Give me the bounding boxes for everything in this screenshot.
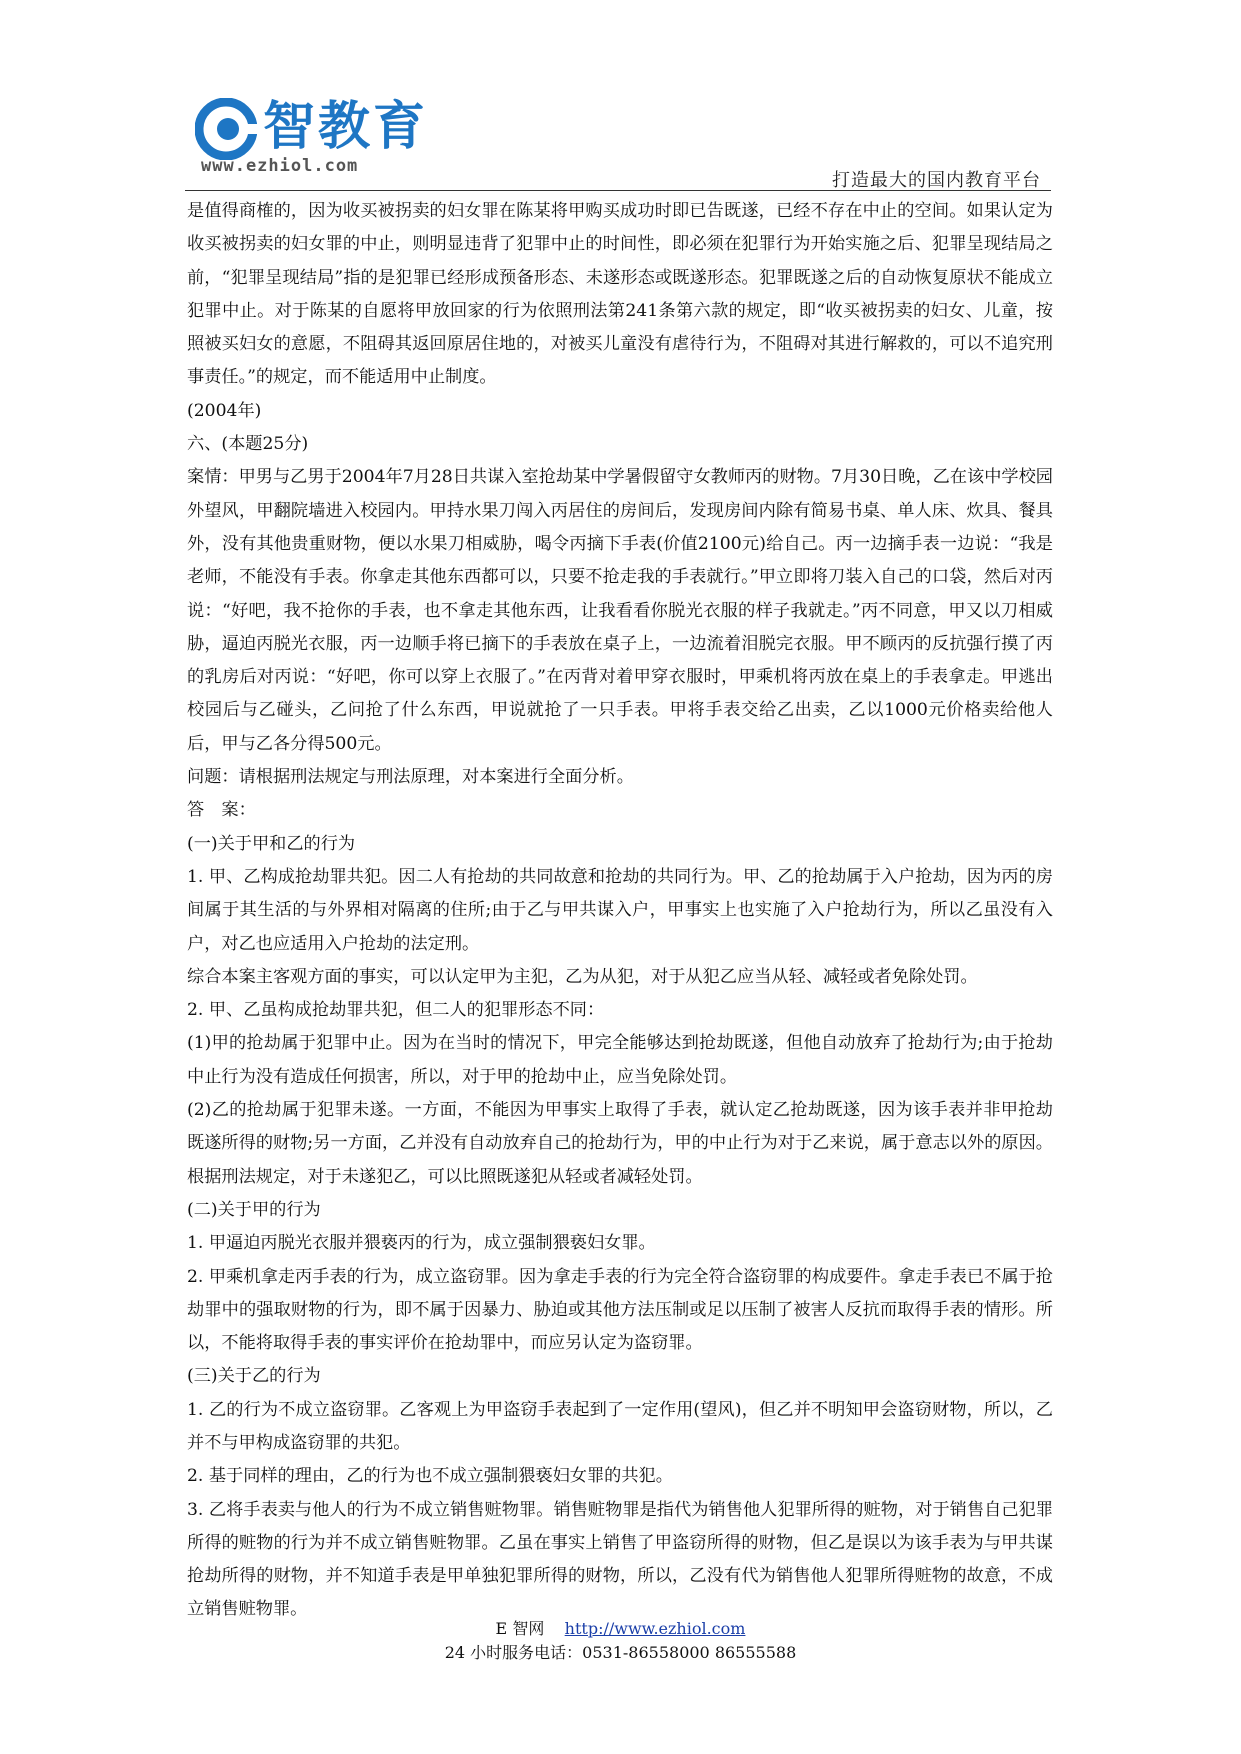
paragraph: (1)甲的抢劫属于犯罪中止。因为在当时的情况下，甲完全能够达到抢劫既遂，但他自动放弃了抢劫行为;由于抢劫中止行为没有造成任何损害，所以，对于甲的抢劫中止，应当免除处罚。 [187, 1033, 1053, 1087]
paragraph: 3. 乙将手表卖与他人的行为不成立销售赃物罪。销售赃物罪是指代为销售他人犯罪所得的赃物，对于销售自己犯罪所得的赃物的行为并不成立销售赃物罪。乙虽在事实上销售了甲盗窃所得的财物，但乙是误以为该手表为与甲共谋抢劫所得的财物，并不知道手表是甲单独犯罪所得的财物，所以，乙没有代为销售他人犯罪所得赃物的故意，不成立销售赃物罪。 [187, 1499, 1053, 1620]
paragraph: 2. 甲乘机拿走丙手表的行为，成立盗窃罪。因为拿走手表的行为完全符合盗窃罪的构成要件。拿走手表已不属于抢劫罪中的强取财物的行为，即不属于因暴力、胁迫或其他方法压制或足以压制了被害人反抗而取得手表的情形。所以，不能将取得手表的事实评价在抢劫罪中，而应另认定为盗窃罪。 [187, 1266, 1053, 1354]
footer-site-line [0, 1617, 1241, 1641]
header-divider [185, 190, 1051, 191]
paragraph: 案情：甲男与乙男于2004年7月28日共谋入室抢劫某中学暑假留守女教师丙的财物。7月30日晚，乙在该中学校园外望风，甲翻院墙进入校园内。甲持水果刀闯入丙居住的房间后，发现房间内除有简易书桌、单人床、炊具、餐具外，没有其他贵重财物，便以水果刀相威胁，喝令丙摘下手表(价值2100元)给自己。丙一边摘手表一边说：“我是老师，不能没有手表。你拿走其他东西都可以，只要不抢走我的手表就行。”甲立即将刀装入自己的口袋，然后对丙说：“好吧，我不抢你的手表，也不拿走其他东西，让我看看你脱光衣服的样子我就走。”丙不同意，甲又以刀相威胁，逼迫丙脱光衣服，丙一边顺手将已摘下的手表放在桌子上，一边流着泪脱完衣服。甲不顾丙的反抗强行摸了丙的乳房后对丙说：“好吧，你可以穿上衣服了。”在丙背对着甲穿衣服时，甲乘机将丙放在桌上的手表拿走。甲逃出校园后与乙碰头，乙问抢了什么东西，甲说就抢了一只手表。甲将手表交给乙出卖，乙以1000元价格卖给他人后，甲与乙各分得500元。 [187, 467, 1053, 754]
paragraph: 问题：请根据刑法规定与刑法原理，对本案进行全面分析。 [187, 767, 634, 788]
footer-site-link[interactable]: http://www.ezhiol.com [564, 1619, 746, 1638]
logo-e-icon [195, 98, 257, 160]
paragraph: (2)乙的抢劫属于犯罪未遂。一方面，不能因为甲事实上取得了手表，就认定乙抢劫既遂，因为该手表并非甲抢劫既遂所得的财物;另一方面，乙并没有自动放弃自己的抢劫行为，甲的中止行为对于乙来说，属于意志以外的原因。根据刑法规定，对于未遂犯乙，可以比照既遂犯从轻或者减轻处罚。 [187, 1100, 1053, 1187]
paragraph: 2. 甲、乙虽构成抢劫罪共犯，但二人的犯罪形态不同： [187, 1000, 605, 1021]
paragraph: (三)关于乙的行为 [187, 1366, 321, 1387]
slogan: 打造最大的国内教育平台 [832, 170, 1041, 191]
paragraph: (二)关于甲的行为 [187, 1199, 321, 1220]
paragraph: 六、(本题25分) [187, 434, 309, 455]
logo-text: 智教育 [263, 97, 429, 157]
footer-site-name: E 智网 [495, 1619, 545, 1638]
paragraph: (一)关于甲和乙的行为 [187, 833, 356, 854]
paragraph: 是值得商榷的，因为收买被拐卖的妇女罪在陈某将甲购买成功时即已告既遂，已经不存在中止的空间。如果认定为收买被拐卖的妇女罪的中止，则明显违背了犯罪中止的时间性，即必须在犯罪行为开始实施之后、犯罪呈现结局之前，“犯罪呈现结局”指的是犯罪已经形成预备形态、未遂形态或既遂形态。犯罪既遂之后的自动恢复原状不能成立犯罪中止。对于陈某的自愿将甲放回家的行为依照刑法第241条第六款的规定，即“收买被拐卖的妇女、儿童，按照被买妇女的意愿，不阻碍其返回原居住地的，对被买儿童没有虐待行为，不阻碍对其进行解救的，可以不追究刑事责任。”的规定，而不能适用中止制度。 [187, 201, 1053, 388]
document-body [187, 195, 1053, 1627]
paragraph: 综合本案主客观方面的事实，可以认定甲为主犯，乙为从犯，对于从犯乙应当从轻、减轻或者免除处罚。 [187, 966, 978, 987]
logo-url: www.ezhiol.com [201, 156, 359, 176]
page-header [185, 92, 1051, 190]
paragraph: 2. 基于同样的理由，乙的行为也不成立强制猥亵妇女罪的共犯。 [187, 1466, 673, 1487]
footer-phone: 24 小时服务电话：0531-86558000 86555588 [444, 1643, 797, 1662]
page-footer [0, 1617, 1241, 1665]
paragraph: (2004年) [187, 400, 262, 421]
paragraph: 1. 乙的行为不成立盗窃罪。乙客观上为甲盗窃手表起到了一定作用(望风)，但乙并不明知甲会盗窃财物，所以，乙并不与甲构成盗窃罪的共犯。 [187, 1399, 1053, 1453]
paragraph: 答 案： [187, 800, 256, 821]
paragraph: 1. 甲、乙构成抢劫罪共犯。因二人有抢劫的共同故意和抢劫的共同行为。甲、乙的抢劫属于入户抢劫，因为丙的房间属于其生活的与外界相对隔离的住所;由于乙与甲共谋入户，甲事实上也实施了入户抢劫行为，所以乙虽没有入户，对乙也应适用入户抢劫的法定刑。 [187, 866, 1053, 954]
paragraph: 1. 甲逼迫丙脱光衣服并猥亵丙的行为，成立强制猥亵妇女罪。 [187, 1233, 656, 1254]
